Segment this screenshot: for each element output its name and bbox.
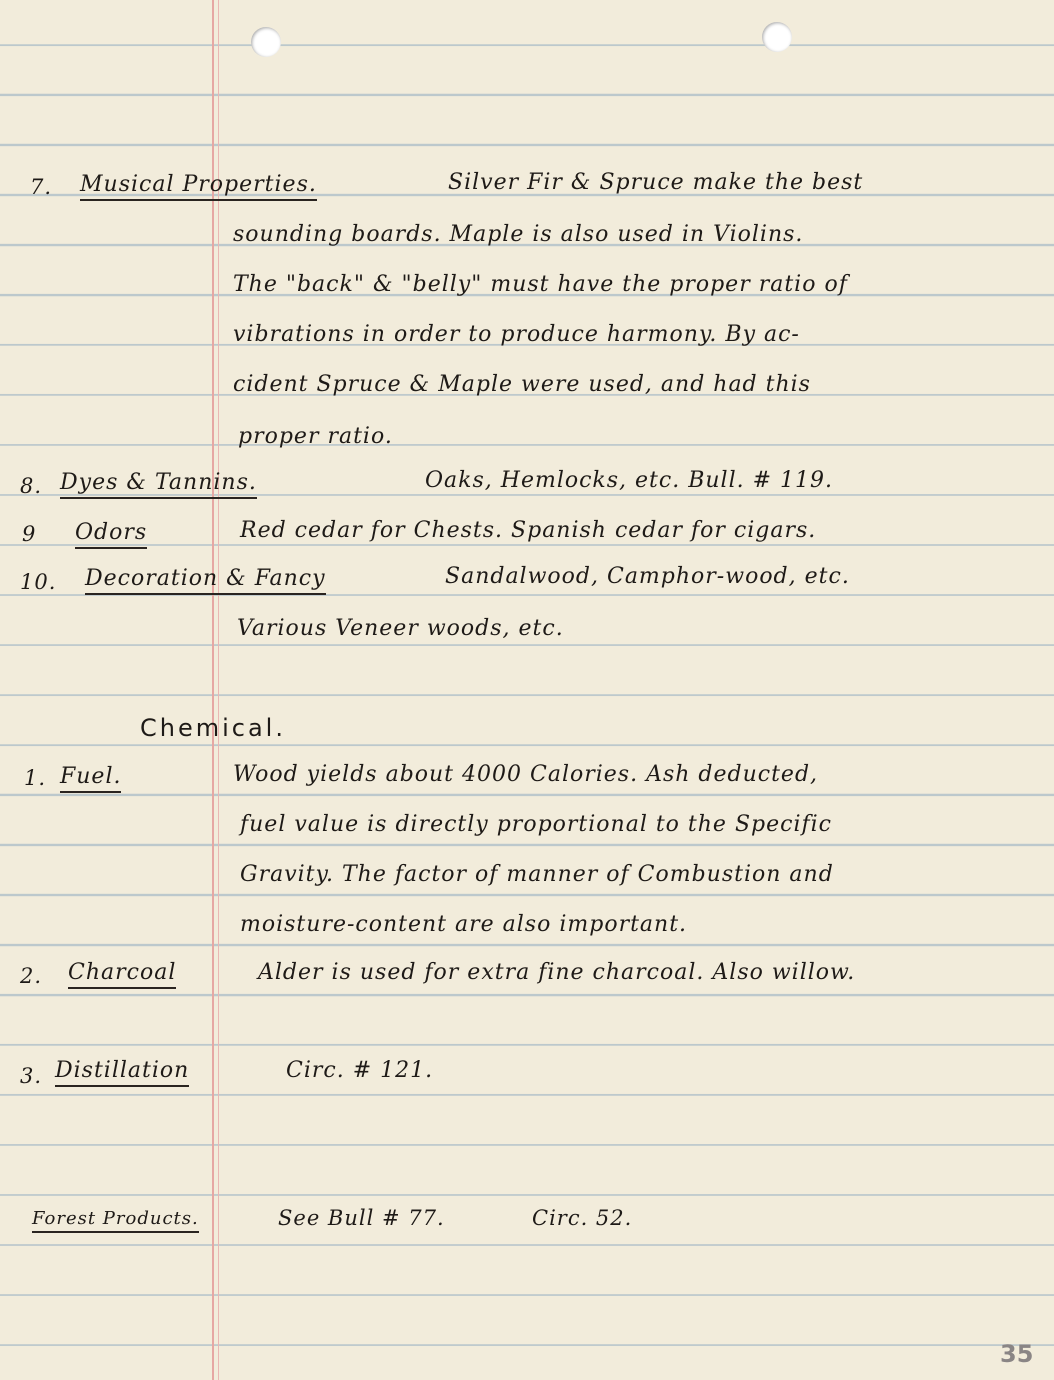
chem-item-1-line-1: Wood yields about 4000 Calories. Ash deducted, xyxy=(233,762,819,787)
chem-item-1-number: 1. xyxy=(24,766,47,790)
punch-hole-right xyxy=(762,22,792,52)
footer-label: Forest Products. xyxy=(32,1208,199,1233)
item-10-number: 10. xyxy=(20,570,57,594)
chem-item-1-line-3: Gravity. The factor of manner of Combustion and xyxy=(240,862,834,887)
punch-hole-left xyxy=(251,27,281,57)
item-9-heading: Odors xyxy=(75,520,147,549)
chem-item-2-number: 2. xyxy=(20,964,43,988)
item-9-number: 9 xyxy=(22,522,37,546)
item-7-line-1: Silver Fir & Spruce make the best xyxy=(448,170,864,195)
chem-item-1-line-2: fuel value is directly proportional to the Specific xyxy=(240,812,832,837)
chem-item-1-line-4: moisture-content are also important. xyxy=(240,912,688,937)
footer-reference-circular: Circ. 52. xyxy=(532,1206,633,1230)
item-10-heading: Decoration & Fancy xyxy=(85,566,326,595)
item-10-line-2: Various Veneer woods, etc. xyxy=(237,616,564,641)
chem-item-2-heading: Charcoal xyxy=(68,960,176,989)
item-10-line-1: Sandalwood, Camphor-wood, etc. xyxy=(445,564,850,589)
item-8-line-1: Oaks, Hemlocks, etc. Bull. # 119. xyxy=(425,468,834,493)
chem-item-3-line-1: Circ. # 121. xyxy=(286,1058,434,1083)
chem-item-2-line-1: Alder is used for extra fine charcoal. Also willow. xyxy=(258,960,856,985)
margin-line xyxy=(212,0,214,1380)
item-8-heading: Dyes & Tannins. xyxy=(60,470,257,499)
item-7-line-5: cident Spruce & Maple were used, and had this xyxy=(233,372,811,397)
margin-line-inner xyxy=(218,0,219,1380)
item-7-heading: Musical Properties. xyxy=(80,172,317,201)
chem-item-1-heading: Fuel. xyxy=(60,764,121,793)
footer-reference-bulletin: See Bull # 77. xyxy=(278,1206,445,1230)
item-7-line-2: sounding boards. Maple is also used in Violins. xyxy=(233,222,804,247)
page-number: 35 xyxy=(1000,1340,1034,1368)
item-7-line-3: The "back" & "belly" must have the proper ratio of xyxy=(233,272,848,297)
item-8-number: 8. xyxy=(20,474,43,498)
item-7-number: 7. xyxy=(30,175,53,199)
item-7-line-6: proper ratio. xyxy=(238,424,393,449)
item-9-line-1: Red cedar for Chests. Spanish cedar for cigars. xyxy=(240,518,817,543)
section-title-chemical: Chemical. xyxy=(140,714,286,742)
chem-item-3-heading: Distillation xyxy=(55,1058,189,1087)
chem-item-3-number: 3. xyxy=(20,1064,43,1088)
item-7-line-4: vibrations in order to produce harmony. By ac- xyxy=(233,322,800,347)
